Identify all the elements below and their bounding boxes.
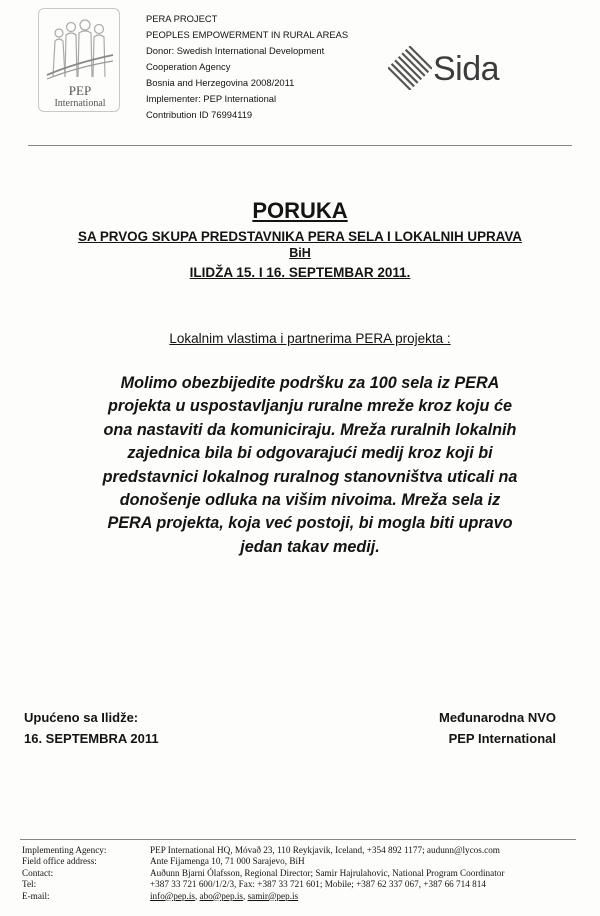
addressee-line: Lokalnim vlastima i partnerima PERA projekta : (169, 331, 451, 346)
footer-row: E-mail: info@pep.is, abo@pep.is, samir@pep.is (22, 890, 299, 901)
footer-row (22, 845, 504, 856)
document-title: PORUKA (252, 198, 348, 223)
header-divider (28, 145, 572, 146)
project-info-line: Implementer: PEP International (146, 93, 277, 104)
footer-label: Implementing Agency: (22, 845, 107, 855)
sida-logo-icon (388, 46, 432, 90)
organization-type: Međunarodna NVO (438, 710, 556, 725)
sent-date: 16. SEPTEMBRA 2011 (24, 731, 159, 746)
footer-row (22, 856, 504, 867)
footer-value: PEP International HQ, Móvað 23, 110 Reykjavik, Iceland, +354 892 1177; audunn@lycos.com (150, 845, 500, 855)
project-info-line: Bosnia and Herzegovina 2008/2011 (146, 77, 295, 88)
message-body (60, 372, 560, 559)
document-subtitle: SA PRVOG SKUPA PREDSTAVNIKA PERA SELA I LOKALNIH UPRAVA (78, 229, 522, 244)
email-link-abo[interactable]: abo@pep.is (199, 890, 243, 901)
footer-value: Auðunn Bjarni Ólafsson, Regional Director; Samir Hajrulahovic, National Program Coordinator (150, 867, 505, 878)
footer-divider (20, 839, 576, 840)
footer-label: Tel: (22, 879, 37, 890)
logo-word-pep: PEP (68, 83, 92, 98)
footer-row (22, 868, 504, 879)
message-line: PERA projekta, koja već postoji, bi mogla biti upravo (107, 514, 513, 533)
document-subtitle-date: ILIDŽA 15. I 16. SEPTEMBAR 2011. (189, 265, 411, 280)
project-info-line: PEOPLES EMPOWERMENT IN RURAL AREAS (146, 29, 349, 40)
people-group-icon (45, 15, 115, 81)
project-info-line: PERA PROJECT (146, 13, 218, 24)
message-line: predstavnici lokalnog ruralnog stanovništva uticali na (102, 467, 518, 486)
message-line: jedan takav medij. (240, 537, 380, 556)
message-line: projekta u uspostavljanju ruralne mreže kroz koju će (108, 397, 512, 416)
pep-international-logo (38, 8, 120, 112)
footer-contact-block (22, 845, 504, 902)
footer-value: Ante Fijamenga 10, 71 000 Sarajevo, BiH (150, 856, 305, 867)
document-subtitle: BiH (289, 246, 311, 260)
project-info-line: Donor: Swedish International Development (146, 45, 325, 56)
email-link-info[interactable]: info@pep.is (150, 890, 195, 901)
project-info-line: Contribution ID 76994119 (146, 109, 253, 120)
email-link-samir[interactable]: samir@pep.is (247, 890, 299, 901)
project-info-block (146, 11, 348, 123)
logo-word-international: International (54, 98, 106, 109)
message-line: Molimo obezbijedite podršku za 100 sela iz PERA (120, 374, 500, 392)
message-line: zajednica bila bi odgovarajući medij kroz koji bi (127, 444, 493, 463)
footer-value: +387 33 721 600/1/2/3, Fax: +387 33 721 601; Mobile; +387 62 337 067, +387 66 714 814 (150, 879, 486, 890)
footer-label: Field office address: (22, 856, 97, 867)
project-info-line: Cooperation Agency (146, 61, 231, 72)
sida-logo-word: Sida (433, 50, 500, 88)
sent-from-label: Upućeno sa Ilidže: (24, 710, 139, 725)
message-line: donošenje odluka na višim nivoima. Mreža sela iz (119, 491, 501, 510)
footer-label: Contact: (22, 867, 54, 878)
footer-label: E-mail: (22, 890, 50, 901)
footer-row (22, 879, 504, 890)
message-line: ona nastaviti da komuniciraju. Mreža ruralnih lokalnih (103, 420, 517, 439)
organization-name: PEP International (448, 731, 556, 746)
